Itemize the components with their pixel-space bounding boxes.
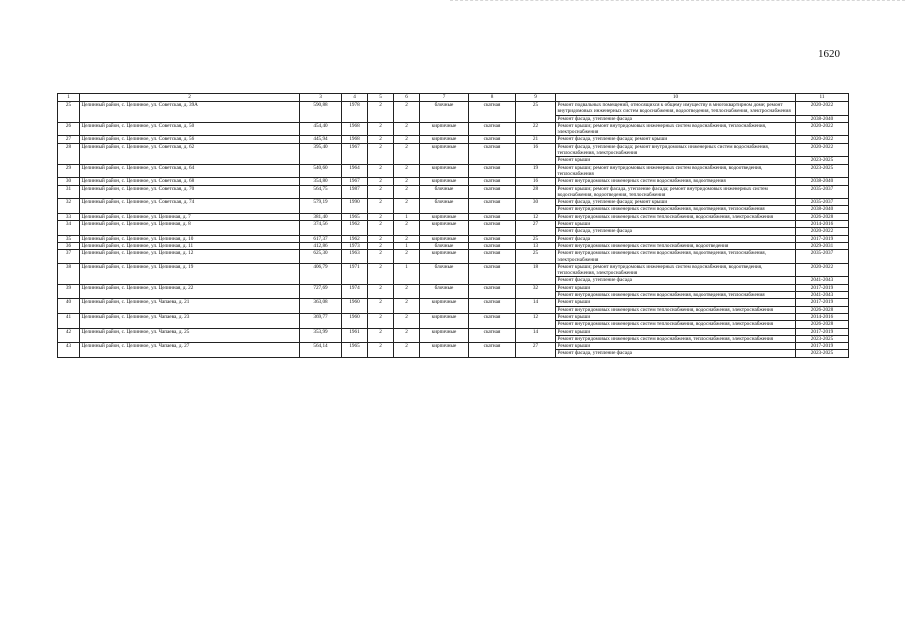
col-header: 2	[80, 94, 300, 102]
roof-cell: скатная	[469, 199, 516, 214]
row-number: 32	[58, 199, 80, 214]
roof-cell: скатная	[469, 143, 516, 164]
work-type-cell: Ремонт внутридомовых инженерных систем водоснабжения, водоотведения, теплоснабжения	[556, 292, 796, 299]
year-cell: 1971	[342, 263, 368, 284]
year-cell: 1963	[342, 250, 368, 264]
walls-cell: блочные	[420, 199, 469, 214]
table-row	[58, 136, 849, 143]
table-row	[58, 299, 849, 306]
roof-cell: скатная	[469, 328, 516, 343]
work-type-cell: Ремонт крыши; ремонт внутридомовых инженерных систем водоснабжения, водоотведения, теплоснабжения	[556, 164, 796, 178]
entrances-cell: 2	[394, 235, 420, 242]
year-cell: 1990	[342, 199, 368, 214]
walls-cell: кирпичные	[420, 122, 469, 136]
roof-cell: скатная	[469, 185, 516, 199]
period-cell: 2017-2019	[796, 235, 849, 242]
period-cell: 2035-2037	[796, 250, 849, 264]
period-cell: 2017-2019	[796, 328, 849, 335]
row-number: 26	[58, 122, 80, 136]
col-header: 10	[556, 94, 796, 102]
entrances-cell: 2	[394, 299, 420, 314]
walls-cell: кирпичные	[420, 250, 469, 264]
table-row	[58, 102, 849, 116]
floors-cell: 2	[368, 328, 394, 343]
col-header: 9	[516, 94, 556, 102]
work-type-cell: Ремонт фасада, утепление фасада; ремонт крыши	[556, 136, 796, 143]
address-cell: Целинный район, с. Целинное, ул. Советская, д. 68	[80, 178, 300, 185]
year-cell: 1960	[342, 299, 368, 314]
roof-cell: скатная	[469, 235, 516, 242]
period-cell: 2026-2028	[796, 321, 849, 328]
area-cell: 579,19	[300, 199, 342, 214]
apartments-cell: 19	[516, 164, 556, 178]
row-number: 41	[58, 313, 80, 328]
scan-artifact	[450, 0, 905, 5]
row-number: 28	[58, 143, 80, 164]
table-row	[58, 242, 849, 249]
work-type-cell: Ремонт внутридомовых инженерных систем теплоснабжения, водоснабжения, электроснабжения	[556, 213, 796, 220]
apartments-cell: 25	[516, 235, 556, 242]
period-cell: 2035-2037	[796, 185, 849, 199]
col-header: 8	[469, 94, 516, 102]
col-header: 4	[342, 94, 368, 102]
work-type-cell: Ремонт внутридомовых инженерных систем водоснабжения, водоотведения	[556, 178, 796, 185]
entrances-cell: 1	[394, 213, 420, 220]
apartments-cell: 25	[516, 250, 556, 264]
entrances-cell: 1	[394, 263, 420, 284]
period-cell: 2014-2016	[796, 313, 849, 320]
floors-cell: 2	[368, 185, 394, 199]
area-cell: 395,40	[300, 143, 342, 164]
year-cell: 1965	[342, 343, 368, 358]
floors-cell: 2	[368, 178, 394, 185]
year-cell: 1968	[342, 136, 368, 143]
walls-cell: кирпичные	[420, 221, 469, 236]
area-cell: 406,79	[300, 263, 342, 284]
floors-cell: 2	[368, 250, 394, 264]
roof-cell: скатная	[469, 343, 516, 358]
floors-cell: 2	[368, 102, 394, 123]
row-number: 33	[58, 213, 80, 220]
roof-cell: скатная	[469, 102, 516, 123]
work-type-cell: Ремонт внутридомовых инженерных систем водоснабжения, водоотведения, теплоснабжения, электроснабжения	[556, 250, 796, 264]
work-type-cell: Ремонт крыши	[556, 157, 796, 164]
year-cell: 1967	[342, 178, 368, 185]
walls-cell: кирпичные	[420, 143, 469, 164]
col-header: 11	[796, 94, 849, 102]
page-number: 1620	[818, 48, 840, 60]
floors-cell: 2	[368, 164, 394, 178]
row-number: 40	[58, 299, 80, 314]
year-cell: 1978	[342, 102, 368, 123]
entrances-cell: 2	[394, 136, 420, 143]
address-cell: Целинный район, с. Целинное, ул. Советская, д. 56	[80, 136, 300, 143]
period-cell: 2026-2028	[796, 213, 849, 220]
col-header: 5	[368, 94, 394, 102]
area-cell: 374,56	[300, 221, 342, 236]
col-header: 6	[394, 94, 420, 102]
period-cell: 2014-2016	[796, 221, 849, 228]
period-cell: 2017-2019	[796, 299, 849, 306]
year-cell: 1987	[342, 185, 368, 199]
work-type-cell: Ремонт подвальных помещений, относящихся к общему имуществу в многоквартирном доме; ремонт внутридомовых инженерных систем водоснабжения, водоотведения, теплоснабжения, электроснабжения	[556, 102, 796, 116]
year-cell: 1961	[342, 328, 368, 343]
table-row	[58, 313, 849, 320]
floors-cell: 2	[368, 284, 394, 299]
area-cell: 564,14	[300, 343, 342, 358]
apartments-cell: 27	[516, 221, 556, 236]
work-type-cell: Ремонт крыши	[556, 299, 796, 306]
area-cell: 363,08	[300, 299, 342, 314]
period-cell: 2041-2043	[796, 277, 849, 284]
entrances-cell: 2	[394, 250, 420, 264]
walls-cell: блочные	[420, 102, 469, 123]
work-type-cell: Ремонт фасада, утепление фасада; ремонт крыши	[556, 199, 796, 206]
walls-cell: кирпичные	[420, 136, 469, 143]
period-cell: 2041-2043	[796, 292, 849, 299]
walls-cell: кирпичные	[420, 299, 469, 314]
address-cell: Целинный район, с. Целинное, ул. Целинная, д. 11	[80, 242, 300, 249]
period-cell: 2023-2025	[796, 350, 849, 357]
address-cell: Целинный район, с. Целинное, ул. Советская, д. 62	[80, 143, 300, 164]
col-header: 1	[58, 94, 80, 102]
walls-cell: кирпичные	[420, 178, 469, 185]
address-cell: Целинный район, с. Целинное, ул. Целинная, д. 19	[80, 263, 300, 284]
table-row	[58, 122, 849, 136]
area-cell: 445,94	[300, 136, 342, 143]
roof-cell: скатная	[469, 136, 516, 143]
table-row	[58, 199, 849, 206]
table-row	[58, 213, 849, 220]
table-row	[58, 263, 849, 277]
area-cell: 727,69	[300, 284, 342, 299]
address-cell: Целинный район, с. Целинное, ул. Чапаева, д. 23	[80, 313, 300, 328]
table-row	[58, 164, 849, 178]
housing-register-table	[57, 93, 849, 358]
apartments-cell: 22	[516, 122, 556, 136]
work-type-cell: Ремонт фасада, утепление фасада; ремонт внутридомовых инженерных систем водоснабжения, теплоснабжения, электроснабжения	[556, 143, 796, 157]
floors-cell: 2	[368, 242, 394, 249]
year-cell: 1974	[342, 284, 368, 299]
apartments-cell: 13	[516, 242, 556, 249]
area-cell: 564,75	[300, 185, 342, 199]
period-cell: 2029-2031	[796, 242, 849, 249]
period-cell: 2017-2019	[796, 343, 849, 350]
row-number: 35	[58, 235, 80, 242]
row-number: 36	[58, 242, 80, 249]
row-number: 34	[58, 221, 80, 236]
address-cell: Целинный район, с. Целинное, ул. Целинная, д. 12	[80, 250, 300, 264]
address-cell: Целинный район, с. Целинное, ул. Советская, д. 50	[80, 122, 300, 136]
walls-cell: блочные	[420, 263, 469, 284]
address-cell: Целинный район, с. Целинное, ул. Целинная, д. 22	[80, 284, 300, 299]
apartments-cell: 18	[516, 263, 556, 284]
roof-cell: скатная	[469, 263, 516, 284]
work-type-cell: Ремонт крыши; ремонт фасада, утепление фасада; ремонт внутридомовых инженерных систем водоснабжения, водоотведения, теплоснабжения	[556, 185, 796, 199]
table-row	[58, 328, 849, 335]
area-cell: 369,77	[300, 313, 342, 328]
work-type-cell: Ремонт внутридомовых инженерных систем водоснабжения, теплоснабжения, электроснабжения	[556, 335, 796, 342]
row-number: 27	[58, 136, 80, 143]
period-cell: 2038-2040	[796, 206, 849, 213]
period-cell: 2020-2022	[796, 102, 849, 116]
apartments-cell: 16	[516, 178, 556, 185]
work-type-cell: Ремонт крыши	[556, 313, 796, 320]
area-cell: 590,88	[300, 102, 342, 123]
work-type-cell: Ремонт фасада, утепление фасада	[556, 277, 796, 284]
table-row	[58, 143, 849, 157]
entrances-cell: 1	[394, 242, 420, 249]
row-number: 30	[58, 178, 80, 185]
table-row	[58, 343, 849, 350]
floors-cell: 2	[368, 343, 394, 358]
work-type-cell: Ремонт крыши	[556, 284, 796, 291]
entrances-cell: 2	[394, 164, 420, 178]
row-number: 38	[58, 263, 80, 284]
entrances-cell: 2	[394, 185, 420, 199]
work-type-cell: Ремонт внутридомовых инженерных систем теплоснабжения, водоснабжения, электроснабжения	[556, 306, 796, 313]
col-header: 3	[300, 94, 342, 102]
roof-cell: скатная	[469, 178, 516, 185]
table-row	[58, 221, 849, 228]
apartments-cell: 32	[516, 284, 556, 299]
year-cell: 1962	[342, 221, 368, 236]
roof-cell: скатная	[469, 250, 516, 264]
period-cell: 2020-2022	[796, 136, 849, 143]
entrances-cell: 2	[394, 178, 420, 185]
address-cell: Целинный район, с. Целинное, ул. Целинная, д. 7	[80, 213, 300, 220]
address-cell: Целинный район, с. Целинное, ул. Советская, д. 70	[80, 185, 300, 199]
address-cell: Целинный район, с. Целинное, ул. Целинная, д. 8	[80, 221, 300, 236]
work-type-cell: Ремонт фасада, утепление фасада	[556, 350, 796, 357]
row-number: 43	[58, 343, 80, 358]
period-cell: 2020-2022	[796, 122, 849, 136]
floors-cell: 2	[368, 122, 394, 136]
floors-cell: 2	[368, 221, 394, 236]
year-cell: 1968	[342, 122, 368, 136]
row-number: 42	[58, 328, 80, 343]
work-type-cell: Ремонт крыши; ремонт внутридомовых инженерных систем водоснабжения, водоотведения, теплоснабжения, электроснабжения	[556, 263, 796, 277]
apartments-cell: 30	[516, 199, 556, 214]
entrances-cell: 2	[394, 199, 420, 214]
apartments-cell: 14	[516, 299, 556, 314]
work-type-cell: Ремонт крыши	[556, 328, 796, 335]
row-number: 37	[58, 250, 80, 264]
col-header: 7	[420, 94, 469, 102]
year-cell: 1964	[342, 164, 368, 178]
area-cell: 353,99	[300, 328, 342, 343]
roof-cell: скатная	[469, 242, 516, 249]
walls-cell: кирпичные	[420, 328, 469, 343]
row-number: 25	[58, 102, 80, 123]
floors-cell: 2	[368, 143, 394, 164]
roof-cell: скатная	[469, 122, 516, 136]
row-number: 29	[58, 164, 80, 178]
address-cell: Целинный район, с. Целинное, ул. Советская, д. 39А	[80, 102, 300, 123]
area-cell: 617,37	[300, 235, 342, 242]
period-cell: 2023-2025	[796, 157, 849, 164]
period-cell: 2023-2025	[796, 164, 849, 178]
walls-cell: блочные	[420, 284, 469, 299]
walls-cell: кирпичные	[420, 164, 469, 178]
table-row	[58, 235, 849, 242]
walls-cell: кирпичные	[420, 343, 469, 358]
floors-cell: 2	[368, 213, 394, 220]
roof-cell: скатная	[469, 313, 516, 328]
work-type-cell: Ремонт фасада, утепление фасада	[556, 228, 796, 235]
roof-cell: скатная	[469, 213, 516, 220]
work-type-cell: Ремонт фасада	[556, 235, 796, 242]
period-cell: 2017-2019	[796, 284, 849, 291]
work-type-cell: Ремонт внутридомовых инженерных систем теплоснабжения, водоснабжения, электроснабжения	[556, 321, 796, 328]
address-cell: Целинный район, с. Целинное, ул. Чапаева, д. 27	[80, 343, 300, 358]
row-number: 31	[58, 185, 80, 199]
apartments-cell: 16	[516, 143, 556, 164]
roof-cell: скатная	[469, 299, 516, 314]
table-row	[58, 185, 849, 199]
year-cell: 1973	[342, 242, 368, 249]
work-type-cell: Ремонт крыши; ремонт внутридомовых инженерных систем водоснабжения, теплоснабжения, электроснабжения	[556, 122, 796, 136]
area-cell: 412,86	[300, 242, 342, 249]
year-cell: 1967	[342, 143, 368, 164]
period-cell: 2026-2028	[796, 306, 849, 313]
apartments-cell: 12	[516, 313, 556, 328]
header-row	[58, 94, 849, 102]
area-cell: 540,60	[300, 164, 342, 178]
entrances-cell: 2	[394, 122, 420, 136]
area-cell: 625,30	[300, 250, 342, 264]
table-row	[58, 178, 849, 185]
entrances-cell: 2	[394, 221, 420, 236]
period-cell: 2038-2040	[796, 115, 849, 122]
year-cell: 1965	[342, 213, 368, 220]
apartments-cell: 27	[516, 343, 556, 358]
address-cell: Целинный район, с. Целинное, ул. Советская, д. 64	[80, 164, 300, 178]
year-cell: 1962	[342, 235, 368, 242]
entrances-cell: 2	[394, 143, 420, 164]
table-row	[58, 250, 849, 264]
roof-cell: скатная	[469, 221, 516, 236]
work-type-cell: Ремонт внутридомовых инженерных систем водоснабжения, водоотведения, теплоснабжения	[556, 206, 796, 213]
apartments-cell: 25	[516, 102, 556, 123]
work-type-cell: Ремонт фасада, утепление фасада	[556, 115, 796, 122]
table-row	[58, 284, 849, 291]
roof-cell: скатная	[469, 164, 516, 178]
period-cell: 2035-2037	[796, 199, 849, 206]
floors-cell: 2	[368, 263, 394, 284]
area-cell: 454,40	[300, 122, 342, 136]
address-cell: Целинный район, с. Целинное, ул. Чапаева, д. 25	[80, 328, 300, 343]
apartments-cell: 14	[516, 328, 556, 343]
address-cell: Целинный район, с. Целинное, ул. Целинная, д. 10	[80, 235, 300, 242]
area-cell: 354,80	[300, 178, 342, 185]
walls-cell: кирпичные	[420, 313, 469, 328]
floors-cell: 2	[368, 136, 394, 143]
period-cell: 2020-2022	[796, 228, 849, 235]
entrances-cell: 2	[394, 313, 420, 328]
entrances-cell: 2	[394, 328, 420, 343]
period-cell: 2020-2022	[796, 263, 849, 277]
work-type-cell: Ремонт крыши	[556, 343, 796, 350]
walls-cell: блочные	[420, 242, 469, 249]
apartments-cell: 12	[516, 213, 556, 220]
roof-cell: скатная	[469, 284, 516, 299]
address-cell: Целинный район, с. Целинное, ул. Советская, д. 74	[80, 199, 300, 214]
period-cell: 2038-2040	[796, 178, 849, 185]
work-type-cell: Ремонт крыши	[556, 221, 796, 228]
period-cell: 2020-2022	[796, 143, 849, 157]
floors-cell: 2	[368, 199, 394, 214]
floors-cell: 2	[368, 235, 394, 242]
area-cell: 381,40	[300, 213, 342, 220]
address-cell: Целинный район, с. Целинное, ул. Чапаева, д. 21	[80, 299, 300, 314]
period-cell: 2023-2025	[796, 335, 849, 342]
entrances-cell: 2	[394, 102, 420, 123]
floors-cell: 2	[368, 299, 394, 314]
entrances-cell: 2	[394, 284, 420, 299]
work-type-cell: Ремонт внутридомовых инженерных систем теплоснабжения, водоотведения	[556, 242, 796, 249]
entrances-cell: 2	[394, 343, 420, 358]
apartments-cell: 28	[516, 185, 556, 199]
walls-cell: кирпичные	[420, 235, 469, 242]
floors-cell: 2	[368, 313, 394, 328]
year-cell: 1960	[342, 313, 368, 328]
row-number: 39	[58, 284, 80, 299]
apartments-cell: 21	[516, 136, 556, 143]
walls-cell: кирпичные	[420, 213, 469, 220]
walls-cell: блочные	[420, 185, 469, 199]
